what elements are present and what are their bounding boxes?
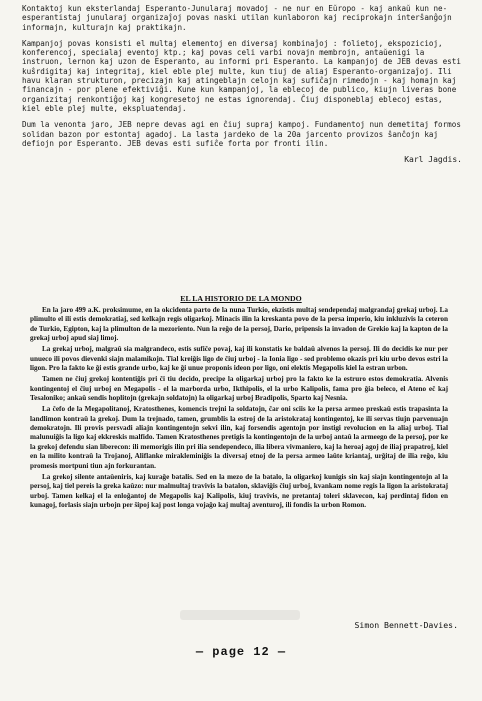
article-body [30, 306, 448, 512]
article-title: EL LA HISTORIO DE LA MONDO [180, 294, 302, 303]
article-paragraph-3: Tamen ne ĉiuj grekoj kontentiĝis pri ĉi tiu decido, precipe la oligarkaj urboj pro la fakto ke la estruro estos demokratia. Alvenis kontingentoj el ĉiuj urboj en Megapolis - el la marborda urbo, Ikthipolis, el la urbo Kalipolis, fama pro ĝia beleco, el Ateno eĉ kaj Tesaloniko; ankaŭ sendis hoplitojn (grekajn soldatojn) la oligarkaj urboj Bradipolis, Sparto kaj Nesnia. [30, 375, 448, 403]
intro-paragraph-2: Kampanjoj povas konsisti el multaj elementoj en diversaj kombinaĵoj : folietoj, ekspozicioj, konferencoj, specialaj eventoj ktp.; kaj povas celi varbi novajn membrojn, antaŭenigi la instruon, lernon kaj uzon de Esperanto, au informi pri Esperanto. La kampanjoj de JEB devas esti kuŝrdigitaj kaj integritaj, kiel eble plej multe, kun tiuj de aliaj Esperanto-organizaĵoj. Ili havu klaran strukturon, precizajn kaj atingeblajn celojn kaj sufiĉajn rimedojn - kaj homajn kaj financajn - por plene efektiviĝi. Kune kun kampanjoj, la eblecoj de publico, kiujn liveras bone organizitaj renkontiĝoj kaj kongresetoj ne estas ignorendaj. Ĉiuj disponeblaj eblecoj estas, kiel eble plej multe, ekspluatendaj. [22, 38, 466, 113]
intro-signature: Karl Jagdis. [404, 155, 462, 165]
bleed-through-smudge [180, 610, 300, 620]
intro-paragraph-3: Dum la venonta jaro, JEB nepre devas agi en ĉiuj supraj kampoj. Fundamentoj nun demetitaj formos solidan bazon por estontaj agadoj. La lasta jardeko de la 20a jarcento provizos ŝanĉojn kaj defiojn por Esperanto. JEB devas esti sufiĉe forta por fronti ilin. [22, 120, 466, 148]
article-paragraph-4: La ĉefo de la Megapolitanoj, Kratosthenes, komencis trejni la soldatojn, ĉar oni sciis ke la persa armeo preskaŭ estis trapasinta la landlimon kontraŭ la grekoj. Dum la trejnado, tamen, grumblis la estroj de la aristokrataj kontingentoj, ke ili servas tiujn parvenuajn demokratojn. Ili provis persvadi aliajn kontingentojn sekvi ilin, kaj forsendis agentojn por instigi revolucion en la aliaj urboj. Tial malunuiĝis la ligo kaj ekkreskis malfido. Tamen Kratosthenes pretigis la kontingentojn de la urboj antaŭ la armeego de la persoj, por ke la grekoj defendu sian liberecon: ili memorigis ilin pri ilia sendependeco, ilia libera vivmaniero, kaj la heroaj agoj de iliaj prapatroj, kiel en la milito kontraŭ la Trojanoj, Aliflanke mirakleminiĝis la diversaj etnoj de la persa armeo laŭte kriantaj, urĝitaj de ilia reĝo, kiu promesis mortpuni tiun ajn forkurantan. [30, 405, 448, 470]
intro-section [22, 4, 466, 167]
article-paragraph-5: La grekoj silente antaŭeniris, kaj kuraĝe batalis. Sed en la mezo de la batalo, la oligarkoj kunigis sin kaj siajn kontingentojn al la persoj, kaj tiel pereis la greka kaŭzo: nur malmultaj travivis la batalon, sklaviĝis ĉiuj urboj, kvankam nome regis la ligon la aristokrataj urboj. Tamen kelkaj el la enloĝantoj de Megapolis kaj Kalipolis, kiuj travivis, ne pretantaj toleri sklavecon, kaj perdintaj fidon en kunagoj, forlasis siajn urbojn per ŝipoj kaj post longa vojaĝo kaj multaj aventuroj, ili fondis la urbon Romon. [30, 472, 448, 509]
intro-paragraph-1: Kontaktoj kun eksterlandaj Esperanto-Junularaj movadoj - ne nur en Eŭropo - kaj ankaŭ kun ne-esperantistaj junularaj organizaĵoj povas naski utilan kunlaboron kaj reciprokajn interŝanĝojn informajn, kulturajn kaj praktikajn. [22, 4, 457, 32]
article-signature: Simon Bennett-Davies. [354, 620, 458, 630]
article-paragraph-2: La grekaj urboj, malgraŭ sia malgrandeco, estis sufiĉe povaj, kaj ili konstatis ke baldaŭ alvenos la persoj. Ili do decidis ke nur per unueco ili povos dievenki siajn malamikojn. Tial kreiĝis ligo de ĉiuj urboj - la Ionia ligo - sed problemo okazis pri kiu urbo devos estri la ligon. Pro la fakto ke ĝi estis grande urbo, kaj ke ĝi unue proponis ideon por ligo, oni elektis Megapolis kiel la estran urbon. [30, 345, 448, 373]
page-number: — page 12 — [195, 645, 287, 659]
article-paragraph-1: En la jaro 499 a.K. proksimume, en la okcidenta parto de la nuna Turkio, ekzistis multaj sendependaj malgrandaj grekaj urboj. La plimulto el ili estis demokratiaj, sed kelkajn regis oligarkoj. Minacis ilin la kreskanta povo de la persa imperio, kiu inkluzivis la ceteron de Turkio, Egipton, kaj la plimulton de la mezoriento. Nun la reĝo de la persoj, Dario, pripensis la invadon de Grekio kaj la kapton de la grekaj urboj apud siaj limoj. [30, 306, 448, 343]
